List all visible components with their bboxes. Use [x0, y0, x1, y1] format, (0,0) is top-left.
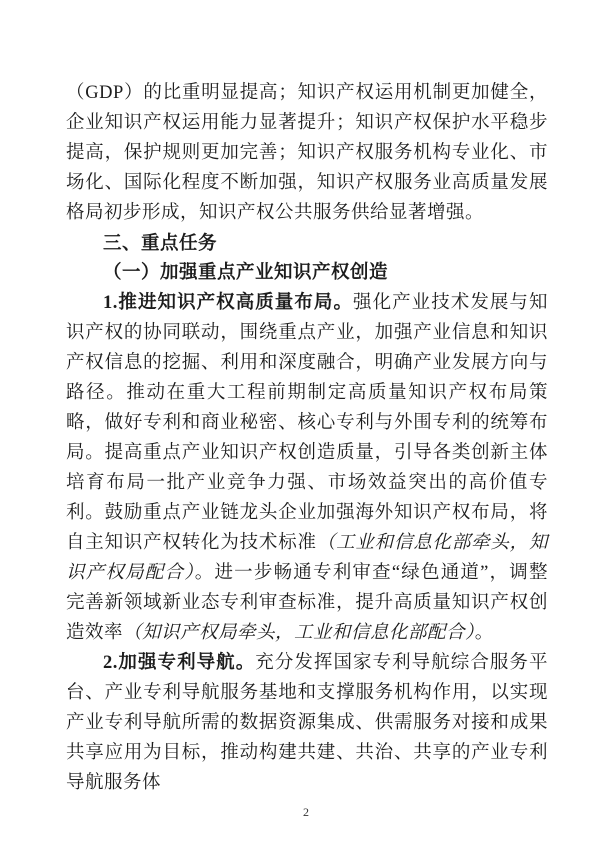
paragraph-1-lead: 1.推进知识产权高质量布局。 [103, 293, 354, 313]
subsection-heading: （一）加强重点产业知识产权创造 [103, 263, 389, 283]
paragraph-1 [66, 288, 548, 648]
paragraph-2 [66, 648, 548, 798]
section-heading: 三、重点任务 [103, 232, 218, 253]
paragraph-1-agency-note-1: （工业和信息化部牵头，知识产权局配合） [66, 533, 548, 583]
paragraph-2-body: 充分发挥国家专利导航综合服务平台、产业专利导航服务基地和支撑服务机构作用，以实现产业专利导航所需的数据资源集成、供需服务对接和成果共享应用为目标，推动构建共建、共治、共享的产业专利导航服务体 [66, 653, 548, 793]
intro-paragraph: （GDP）的比重明显提高；知识产权运用机制更加健全，企业知识产权运用能力显著提升；知识产权保护水平稳步提高，保护规则更加完善；知识产权服务机构专业化、市场化、国际化程度不断加强，知识产权服务业高质量发展格局初步形成，知识产权公共服务供给显著增强。 [66, 83, 548, 223]
paragraph-1-body-2: 。进一步畅通专利审查“绿色通道”，调整完善新领域新业态专利审查标准，提升高质量知识产权创造效率 [66, 563, 548, 643]
document-content [66, 78, 548, 798]
paragraph-1-body-1: 强化产业技术发展与知识产权的协同联动，围绕重点产业，加强产业信息和知识产权信息的挖掘、利用和深度融合，明确产业发展方向与路径。推动在重大工程前期制定高质量知识产权布局策略，做好专利和商业秘密、核心专利与外围专利的统筹布局。提高重点产业知识产权创造质量，引导各类创新主体培育布局一批产业竞争力强、市场效益突出的高价值专利。鼓励重点产业链龙头企业加强海外知识产权布局，将自主知识产权转化为技术标准 [66, 293, 548, 553]
paragraph-1-body-3: 。 [474, 623, 494, 643]
paragraph-1-agency-note-2: （知识产权局牵头，工业和信息化部配合） [123, 623, 475, 643]
page-number: 2 [303, 805, 309, 819]
paragraph-2-lead: 2.加强专利导航。 [103, 653, 256, 673]
